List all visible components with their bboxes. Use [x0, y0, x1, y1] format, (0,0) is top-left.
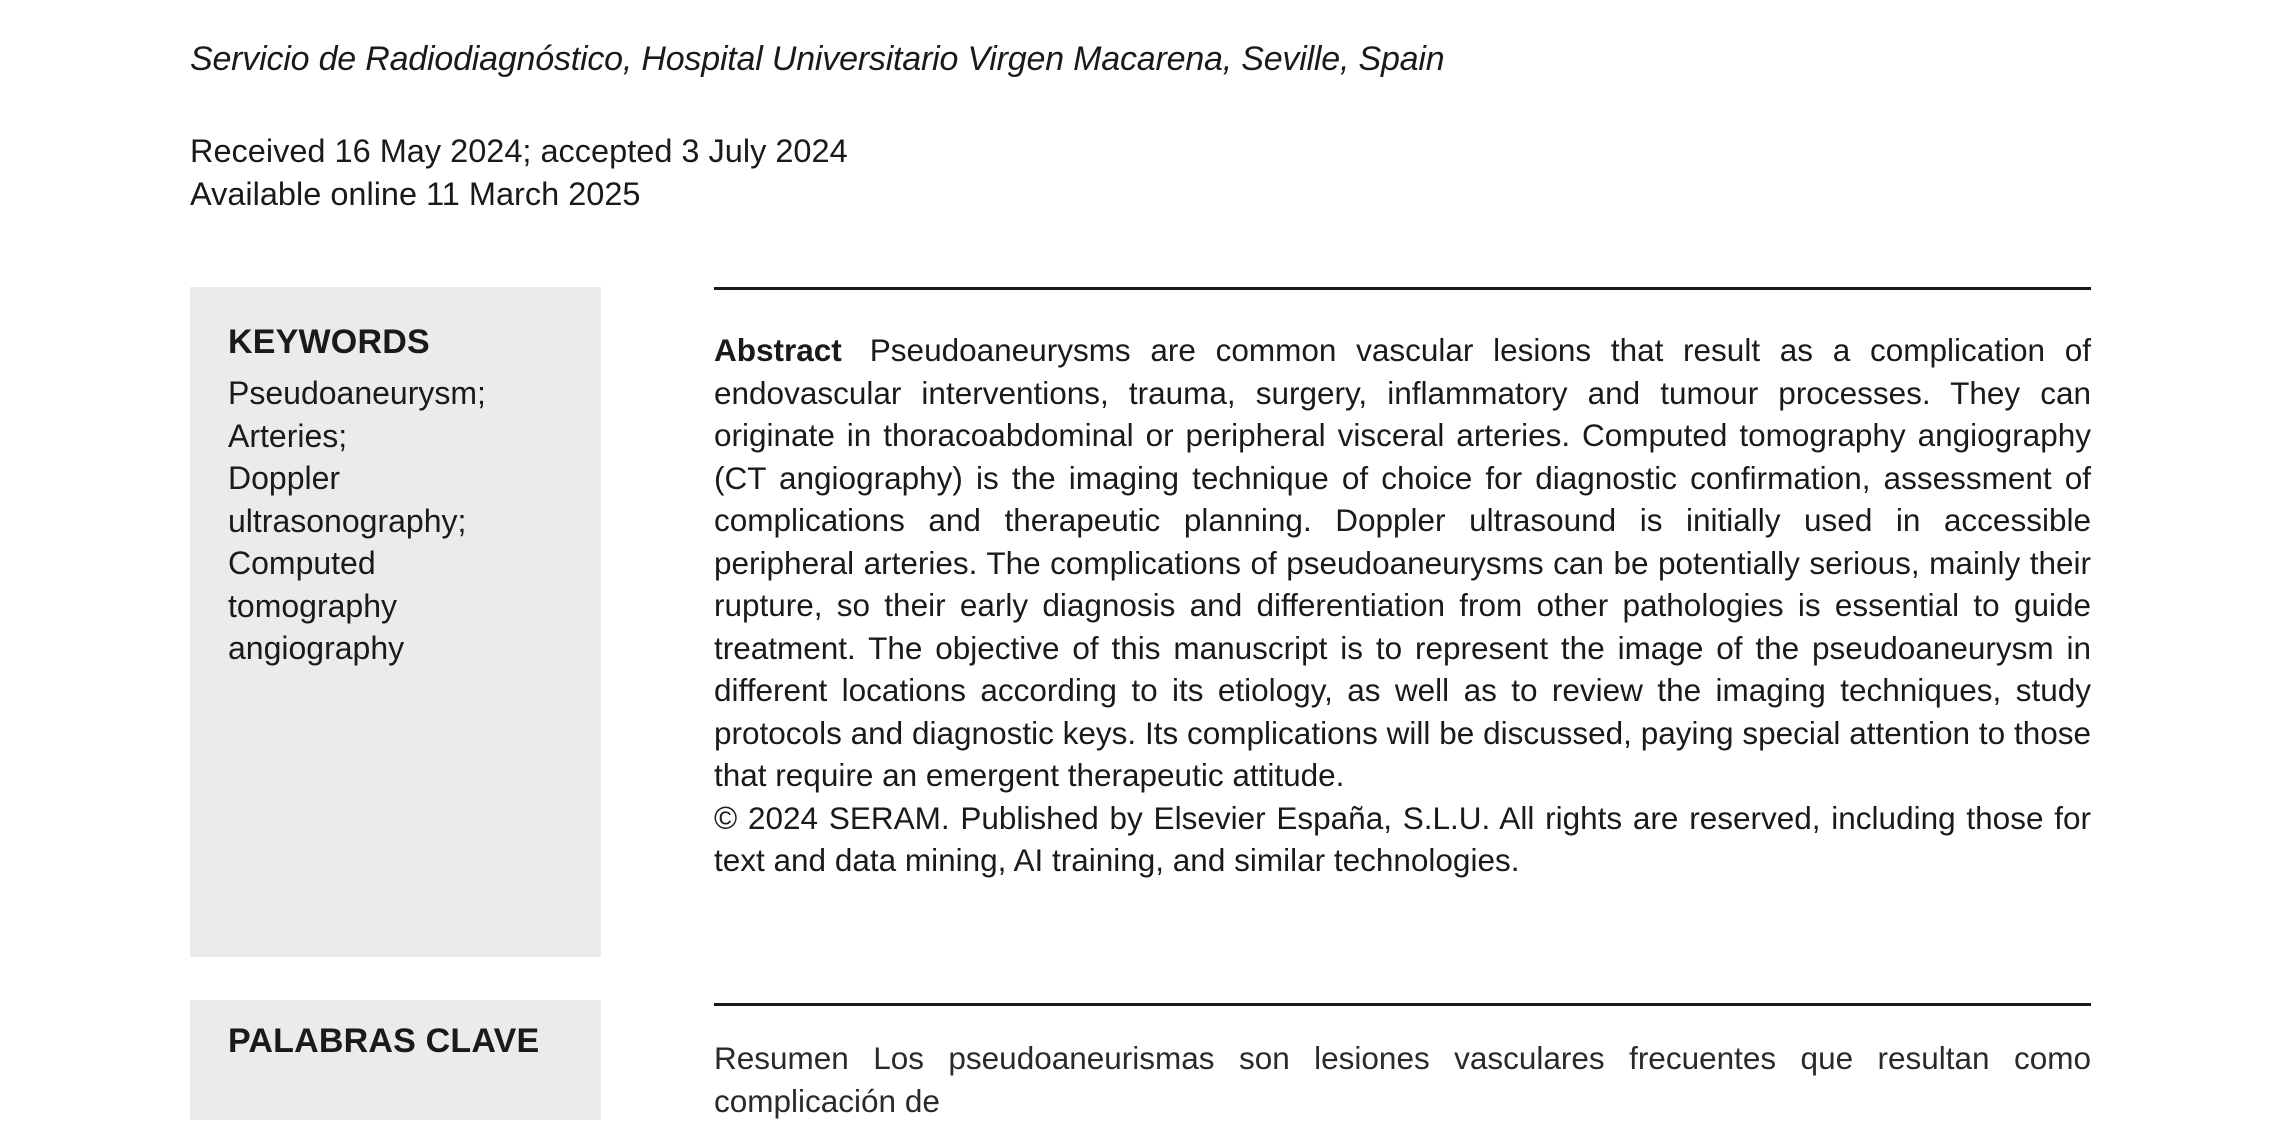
palabras-clave-box: [190, 1000, 601, 1120]
keyword-line: ultrasonography;: [228, 502, 467, 539]
abstract-paragraph: [714, 329, 2091, 797]
abstract-section: [714, 287, 2091, 882]
copyright-line: © 2024 SERAM. Published by Elsevier España, S.L.U. All rights are reserved, including those for text and data mining, AI training, and similar technologies.: [714, 799, 2091, 878]
keyword-line: Pseudoaneurysm;: [228, 375, 486, 411]
resumen-top-rule: [714, 1003, 2091, 1006]
keyword-line: Computed: [228, 545, 376, 581]
available-online-line: Available online 11 March 2025: [190, 176, 641, 212]
abstract-text: Pseudoaneurysms are common vascular lesions that result as a complication of endovascular interventions, trauma, surgery, inflammatory and tumour processes. They can originate in thoracoabdominal or peripheral visceral arteries. Computed tomography angiography (CT angiography) is the imaging technique of choice for diagnostic confirmation, assessment of complications and therapeutic planning. Doppler ultrasound is initially used in accessible peripheral arteries. The complications of pseudoaneurysms can be potentially serious, mainly their rupture, so their early diagnosis and differentiation from other pathologies is essential to guide treatment. The objective of this manuscript is to represent the image of the pseudoaneurysm in different locations according to its etiology, as well as to review the imaging techniques, study protocols and diagnostic keys. Its complications will be discussed, paying special attention to those that require an emergent therapeutic attitude.: [714, 332, 2091, 793]
keywords-title: KEYWORDS: [228, 323, 430, 361]
palabras-clave-title: PALABRAS CLAVE: [228, 1022, 540, 1060]
abstract-label: Abstract: [714, 332, 842, 368]
keyword-line: Doppler: [228, 460, 341, 496]
keyword-line: angiography: [228, 630, 405, 666]
affiliation-line: Servicio de Radiodiagnóstico, Hospital Universitario Virgen Macarena, Seville, Spain: [190, 40, 1445, 78]
abstract-top-rule: [714, 287, 2091, 290]
received-accepted-line: Received 16 May 2024; accepted 3 July 2024: [190, 133, 848, 169]
keyword-line: Arteries;: [228, 417, 348, 454]
article-dates: [190, 130, 848, 216]
keywords-box: [190, 287, 601, 957]
resumen-partial-line: Resumen Los pseudoaneurismas son lesiones vasculares frecuentes que resultan como complicación de: [714, 1040, 2091, 1119]
keyword-line: tomography: [228, 587, 397, 624]
